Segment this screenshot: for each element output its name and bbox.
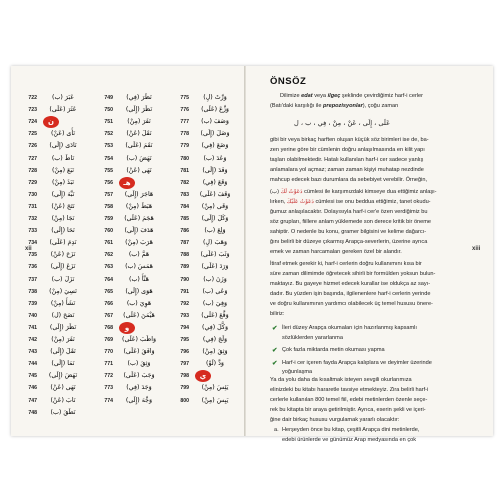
bullet-text: sözlüklerden yararlanma (282, 334, 343, 341)
verb-entry (171, 322, 241, 334)
verb-entry (171, 286, 241, 298)
arabic-verb: نَفَرَ (مِنْ) (127, 118, 151, 126)
arabic-verb: نَسِيَ (مِنْ) (49, 287, 77, 295)
check-icon: ✔ (272, 359, 278, 367)
entry-number: 762 (104, 252, 113, 259)
term-edat: edat (301, 93, 313, 99)
verb-entry (19, 189, 89, 201)
arabic-verb: عَثَرَ (عَلَى) (49, 106, 77, 114)
arabic-verb: نَهَى (عَنْ) (50, 384, 76, 392)
arabic-verb: هَمَّ (ب) (128, 251, 150, 259)
verb-entry (19, 92, 89, 104)
verb-entry (19, 407, 89, 419)
text-line: biliriz: (270, 311, 285, 317)
left-page-number: xii (25, 246, 32, 252)
verb-entry (19, 310, 89, 322)
verb-entry (171, 334, 241, 346)
entry-number: 795 (180, 337, 189, 343)
arabic-verb: نَبَعَ (مِنْ) (51, 166, 75, 174)
text-line: emek ve zaman harcamaları gereken özel bir alandır. (270, 249, 402, 255)
entry-number: 738 (28, 288, 37, 295)
verb-entry (171, 261, 241, 273)
arabic-verb: وَصَلَ (إِلَى) (200, 130, 230, 138)
entry-number: 782 (180, 179, 189, 186)
arabic-prepositions: عَلَى ، إِلَى ، عَنْ ، مِنْ ، فِي ، ب ، ل (294, 119, 391, 127)
verb-entry (19, 165, 89, 177)
verb-entry (19, 358, 89, 370)
entry-number: 728 (28, 167, 37, 174)
verb-entry (171, 358, 241, 370)
verb-entry (171, 189, 241, 201)
arabic-verb: نَطَقَ (ب) (50, 408, 76, 416)
entry-number: 735 (28, 252, 37, 259)
verb-entry (171, 225, 241, 237)
entry-number: 798 (180, 373, 189, 380)
entry-number: 778 (180, 131, 189, 138)
entry-number: 783 (180, 191, 189, 198)
arabic-verb: نَابَ (عَنْ) (50, 396, 76, 404)
arabic-verb: وَافَقَ (عَلَى) (123, 348, 155, 356)
entry-number: 750 (104, 107, 113, 114)
arabic-verb: هَيْمَنَ (عَلَى) (123, 311, 155, 319)
entry-number: 779 (180, 143, 189, 150)
entry-number: 729 (28, 179, 37, 186)
verb-entry (95, 274, 165, 286)
entry-number: 787 (180, 240, 189, 247)
verb-entry (19, 261, 89, 273)
verb-entry (171, 116, 241, 128)
entry-number: 723 (28, 107, 37, 114)
entry-number: 753 (104, 143, 113, 150)
verb-entry (19, 177, 89, 189)
arabic-verb: وَفِيَ (ب) (202, 299, 228, 307)
text-line: ğine dair birkaç hususu vurgulamak yararlı olacaktır: (270, 417, 400, 423)
arabic-verb: هَرَبَ (مِنْ) (125, 239, 153, 247)
verb-entry (95, 298, 165, 310)
verb-entry (171, 213, 241, 225)
verb-entry (95, 225, 165, 237)
entry-number: 786 (180, 228, 189, 235)
verb-entry (19, 201, 89, 213)
arabic-verb: وَلِعَ (ب) (204, 227, 226, 235)
arabic-verb: وَاظَبَ (عَلَى) (122, 336, 156, 343)
verb-entry (171, 140, 241, 152)
verb-entry (171, 92, 241, 104)
verb-entry (171, 165, 241, 177)
arabic-verb: هَجَمَ (عَلَى) (124, 215, 154, 222)
entry-number: 785 (180, 216, 189, 222)
verb-entry (95, 189, 165, 201)
verb-entry (171, 153, 241, 165)
verb-entry (171, 104, 241, 116)
text-line: İtiraf etmek gerekir ki, harf-i cerlerin doğru kullanımını kısa bir (270, 261, 422, 267)
verb-entry (95, 346, 165, 358)
entry-number: 725 (28, 131, 37, 138)
bullet-text: İleri düzey Arapça okumaları için hazırlanmış kapsamlı (282, 325, 417, 331)
entry-number: 773 (104, 385, 113, 392)
text-segment: şeklinde çevirdiğimiz harf-i cerler (340, 93, 424, 99)
verb-entry (95, 116, 165, 128)
verb-entry (171, 201, 241, 213)
entry-number: 799 (180, 385, 189, 392)
arabic-verb: وَفَدَ (إِلَى) (202, 166, 228, 174)
verb-entry (95, 395, 165, 407)
text-line: mahcup edecek bazı durumlara da sebebiyet verebilir. Örneğin, (270, 177, 428, 183)
left-page (11, 66, 244, 436)
entry-number: 796 (180, 349, 189, 356)
check-icon: ✔ (272, 325, 278, 332)
text-segment: cümlesi ise onu beddua ettiğimiz, tanet okudu- (313, 199, 431, 205)
entry-number: 791 (180, 288, 189, 295)
entry-number: 745 (28, 373, 37, 380)
arabic-verb: وَصَفَ (ب) (201, 118, 229, 126)
entry-number: 793 (180, 312, 189, 319)
arabic-verb: وَرَدَ (عَلَى) (201, 263, 229, 271)
arabic-verb: نَزَحَ (عَنْ) (50, 251, 76, 259)
arabic-verb: نَصَحَ (ل) (51, 311, 75, 319)
section-letter-badge: هـ (119, 177, 135, 189)
verb-entry (95, 382, 165, 394)
arabic-verb: هَوَى (إِلَى) (125, 287, 153, 295)
entry-number: 775 (180, 95, 189, 101)
text-line: Herşeyden önce bu kitap, çeşitli Arapça dini metinlerde, (282, 427, 420, 433)
arabic-verb: وَكَلَ (إِلَى) (201, 215, 229, 222)
entry-number: 751 (104, 119, 113, 126)
verb-entry (171, 346, 241, 358)
entry-number: 767 (104, 312, 113, 319)
verb-entry (95, 322, 165, 334)
entry-number: 763 (104, 264, 113, 271)
verb-entry (171, 237, 241, 249)
verb-entry (171, 274, 241, 286)
entry-number: 727 (28, 155, 37, 162)
arabic-verb: وَجَدَ (فِي) (126, 384, 152, 392)
arabic-verb: يَبِسَ (مِنْ) (201, 396, 229, 404)
verb-entry (19, 104, 89, 116)
entry-number: 766 (104, 300, 113, 307)
arabic-verb: وَزَّعَ (عَلَى) (201, 106, 229, 114)
verb-entry (19, 395, 89, 407)
arabic-verb: وَكَّلَ (فِي) (202, 323, 228, 331)
verb-entry (19, 213, 89, 225)
section-letter-badge: ي (195, 370, 211, 382)
entry-number: 757 (104, 191, 113, 198)
verb-entry (19, 382, 89, 394)
verb-entry (95, 310, 165, 322)
entry-number: 800 (180, 397, 189, 404)
entry-number: 724 (28, 119, 37, 126)
verb-entry (95, 92, 165, 104)
arabic-verb: نَفَرَ (مِنْ) (51, 336, 75, 343)
verb-entry (171, 382, 241, 394)
para1-line1 (280, 92, 423, 102)
entry-number: 746 (28, 385, 37, 392)
verb-entry (19, 322, 89, 334)
verb-entry (19, 116, 89, 128)
verb-entry (19, 286, 89, 298)
entry-number: 752 (104, 131, 113, 138)
text-segment: (ب) (270, 189, 281, 195)
verb-entry (95, 237, 165, 249)
entry-number: 788 (180, 252, 189, 259)
text-segment: cümlesi ile karşımızdaki kimseye dua ettiğimiz anlaşı- (302, 189, 437, 195)
text-line: ğumuz anlaşılacaktır. Dolayısıyla harf-i cer'e özen verdiğimiz bu (270, 209, 428, 215)
verb-entry (19, 370, 89, 382)
arabic-verb: وَضَعَ (فِي) (201, 142, 229, 150)
arabic-verb: نَهَى (عَنْ) (126, 166, 152, 174)
text-line: söz grupları, fiillere anlam yüklemede son derece kritik bir öneme (270, 219, 432, 225)
entry-number: 733 (28, 228, 37, 235)
arabic-verb: وَرَّثَ (لِ) (203, 94, 227, 101)
arabic-verb: نَدِمَ (عَلَى) (49, 239, 77, 247)
entry-number: 730 (28, 191, 37, 198)
entry-number: 771 (104, 361, 113, 368)
verb-entry (19, 298, 89, 310)
entry-number: 754 (104, 155, 113, 162)
arabic-verb: نَشَأَ (مِنْ) (50, 299, 76, 307)
verb-entry (95, 213, 165, 225)
arabic-verb: نَهَضَ (ب) (126, 154, 152, 162)
text-line: rek bu kitapta bir araya getirilmiştir. Ayrıca, eserin şekli ve içeri- (270, 407, 426, 413)
arabic-verb: وَزَنَ (ب) (203, 275, 227, 283)
verb-entry (19, 274, 89, 286)
entry-number: 736 (28, 264, 37, 271)
verb-entry (19, 225, 89, 237)
arabic-verb: وَجَّهَ (إِلَى) (125, 396, 153, 404)
section-letter-badge: ن (43, 116, 59, 128)
verb-entry (95, 128, 165, 140)
verb-entry (95, 286, 165, 298)
entry-number: 764 (104, 276, 113, 283)
verb-entry (95, 153, 165, 165)
text-line: anlamalara yol açmaz; zaman zaman kişiyi muhatap nezdinde (270, 167, 424, 173)
text-line: elinizdeki bu kitabı hararetle tavsiye etmekteyiz. Zira belirli harf-i (270, 387, 429, 393)
arabic-verb: نَقَلَ (إِلَى) (50, 348, 76, 356)
arabic-verb: نَقَلَ (عَنْ) (126, 130, 152, 138)
para1-line8 (270, 188, 437, 198)
arabic-verb: وَلَجَ (فِي) (202, 336, 228, 343)
arabic-verb: هَبَطَ (مِنْ) (125, 202, 153, 210)
entry-number: 742 (28, 337, 37, 343)
arabic-verb: نَظَرَ (إِلَى) (49, 323, 77, 331)
entry-number: 768 (104, 324, 113, 331)
arabic-example-dua: دَعَوْتُ لَكَ (280, 189, 303, 195)
right-page-number: xiii (472, 246, 481, 252)
arabic-verb: نَزَلَ (ب) (51, 275, 75, 283)
entry-number: 734 (28, 240, 37, 247)
arabic-verb: يَئِسَ (مِنْ) (201, 384, 229, 392)
arabic-verb: وَثِقَ (ب) (127, 360, 151, 368)
text-line: gibi bir veya birkaç harften oluşan küçük söz birimleri ise de, ba- (270, 137, 429, 143)
para1-line2 (270, 102, 398, 112)
verb-entry (171, 298, 241, 310)
entry-number: 722 (28, 95, 37, 101)
text-segment: veya (312, 93, 328, 99)
verb-entry (19, 128, 89, 140)
arabic-verb: نَادَى (إِلَى) (49, 142, 77, 150)
verb-entry (19, 346, 89, 358)
entry-number: 758 (104, 203, 113, 210)
text-line: Ya da yolu daha da kısaltmak isteyen sevgili okurlarımıza (270, 377, 412, 383)
verb-entry (95, 261, 165, 273)
entry-number: 774 (104, 397, 113, 404)
verb-entry (95, 334, 165, 346)
verb-entry (95, 201, 165, 213)
arabic-verb: نَقَمَ (عَلَى) (125, 142, 153, 150)
bullet-text: Çok fazla miktarda metin okuması yapma (282, 347, 385, 353)
entry-number: 737 (28, 276, 37, 283)
page-title: ÖNSÖZ (270, 76, 307, 87)
arabic-verb: عَبَرَ (ب) (52, 94, 74, 101)
entry-number: 761 (104, 240, 113, 247)
entry-number: 740 (28, 312, 37, 319)
entry-number: 732 (28, 216, 37, 222)
check-icon: ✔ (272, 347, 278, 354)
para1-line9 (270, 198, 431, 208)
arabic-verb: وَثَبَ (عَلَى) (200, 251, 230, 259)
verb-entry (171, 177, 241, 189)
entry-number: 743 (28, 349, 37, 356)
verb-entry (19, 153, 89, 165)
entry-number: 776 (180, 107, 189, 114)
arabic-verb: هَنَّأَ (ب) (129, 275, 149, 283)
arabic-verb: نَهَضَ (إِلَى) (48, 372, 78, 380)
verb-entry (19, 334, 89, 346)
text-line: edebi ürünlerde ve günümüz Arap medyasında en çok (282, 437, 417, 443)
arabic-verb: نَجَا (مِنْ) (51, 215, 75, 222)
text-segment: Dilimize (280, 93, 302, 99)
arabic-verb: نَتَجَ (عَنْ) (51, 202, 75, 210)
text-line: maktayız. Bu gayeye hizmet edecek kurallar ise oldukça az sayı- (270, 281, 431, 287)
entry-number: 784 (180, 203, 189, 210)
verb-entry (95, 370, 165, 382)
arabic-verb: نَبَّهَ (إِلَى) (51, 190, 75, 198)
entry-number: 726 (28, 143, 37, 150)
right-page (246, 66, 493, 443)
entry-number: 789 (180, 264, 189, 271)
entry-number: 794 (180, 324, 189, 331)
text-line: ve doğru kullanımının yardımcı olabilecek üç temel hususu önere- (270, 301, 433, 307)
text-line: taşları olabilmektedir. Hatalı kullanılan harf-i cer sadece yanlış (270, 157, 424, 163)
entry-number: 760 (104, 228, 113, 235)
bullet-text: Harf-i cer içeren fayda Arapça kalıplara ve deyimler üzerinde (282, 359, 432, 366)
verb-entry (95, 165, 165, 177)
entry-number: 741 (28, 324, 37, 331)
text-line: dadır. Bu yüzden işin başında, ilgilenenlere harf-i cerlerin yerinde (270, 291, 431, 297)
verb-entry (171, 249, 241, 261)
arabic-verb: نَزَعَ (إِلَى) (50, 263, 76, 271)
arabic-verb: نَبَذَ (مِنْ) (51, 178, 75, 186)
entry-number: 756 (104, 179, 113, 186)
entry-number: 749 (104, 95, 113, 101)
text-segment: (Batı'daki karşılığı ile (270, 103, 323, 109)
section-letter-badge: و (119, 322, 135, 334)
verb-entry (95, 140, 165, 152)
arabic-verb: وَعَى (ب) (202, 287, 228, 295)
verb-entry (171, 310, 241, 322)
entry-number: 744 (28, 361, 37, 368)
arabic-verb: نَظَرَ (إِلَى) (125, 106, 153, 114)
entry-number: 777 (180, 119, 189, 126)
entry-number: 739 (28, 300, 37, 307)
arabic-verb: وَدَّ (لَوْ) (206, 360, 224, 368)
arabic-verb: نَأَى (عَنْ) (50, 130, 76, 138)
entry-number: 781 (180, 167, 189, 174)
entry-number: 780 (180, 155, 189, 162)
term-prepozisyonlar: prepozisyonlar (323, 103, 363, 109)
arabic-verb: وَجَبَ (عَلَى) (123, 372, 155, 380)
arabic-verb: هَاجَرَ (إِلَى) (124, 190, 154, 198)
entry-number: 772 (104, 373, 113, 380)
arabic-verb: نَاطَ (ب) (51, 154, 75, 162)
arabic-verb: نَحَا (إِلَى) (51, 227, 75, 235)
arabic-verb: هَمَسَ (ب) (125, 263, 153, 271)
entry-number: 792 (180, 300, 189, 307)
item-a-label: a. (274, 427, 279, 433)
entry-number: 759 (104, 216, 113, 222)
arabic-verb: وَقَى (مِنْ) (201, 202, 229, 210)
text-line: zen yerine göre bir cümlenin doğru anlaşılmasında en kilit yapı (270, 147, 425, 153)
arabic-verb: نَظَرَ (فِي) (126, 94, 152, 101)
verb-entry (171, 395, 241, 407)
entry-number: 769 (104, 337, 113, 343)
entry-number: 748 (28, 409, 37, 416)
arabic-verb: وَقَّعَ (عَلَى) (201, 311, 229, 319)
entry-number: 765 (104, 288, 113, 295)
term-ilgec: ilgeç (327, 93, 341, 99)
bullet-text: yoğunlaşma (282, 369, 313, 375)
arabic-verb: وَثِقَ (مِنْ) (202, 348, 228, 356)
verb-entry (95, 358, 165, 370)
arabic-verb: نَمَا (إِلَى) (51, 360, 75, 368)
entry-number: 755 (104, 167, 113, 174)
entry-number: 731 (28, 203, 37, 210)
text-line: ğını belirli bir düzeye çıkarmış Arapça-severlerin, üzerine ayrıca (270, 239, 428, 245)
verb-entry (95, 177, 165, 189)
text-segment: lırken, (270, 199, 287, 205)
arabic-verb: وَعَدَ (ب) (203, 154, 227, 162)
arabic-verb: وَقَعَ (فِي) (202, 178, 228, 186)
arabic-verb: هَوِيَ (ب) (126, 299, 152, 307)
entry-number: 797 (180, 361, 189, 368)
arabic-verb: وَهَبَ (لِ) (202, 239, 228, 247)
arabic-verb: هَدَفَ (إِلَى) (124, 227, 154, 235)
entry-number: 790 (180, 276, 189, 283)
text-line: sahiptir. O nedenle bu konu, gramer bilgisini ve kelime dağarcı- (270, 229, 427, 235)
arabic-example-beddua: دَعَوْتُ عَلَيْكَ (286, 199, 314, 205)
entry-number: 747 (28, 397, 37, 404)
entry-number: 770 (104, 349, 113, 356)
verb-entry (95, 249, 165, 261)
verb-entry (171, 128, 241, 140)
arabic-verb: وَقَفَ (عَلَى) (199, 190, 231, 198)
text-line: süre zaman dilimimde öğretecek sihirli bir formülden yoksun bulun- (270, 271, 436, 277)
verb-entry (171, 370, 241, 382)
verb-entry (95, 104, 165, 116)
text-segment: ), çoğu zaman (362, 103, 399, 109)
text-line: cerlerle kullanılan 800 temel fiil, edebi metinlerden özenle seçe- (270, 397, 428, 403)
verb-entry (19, 140, 89, 152)
